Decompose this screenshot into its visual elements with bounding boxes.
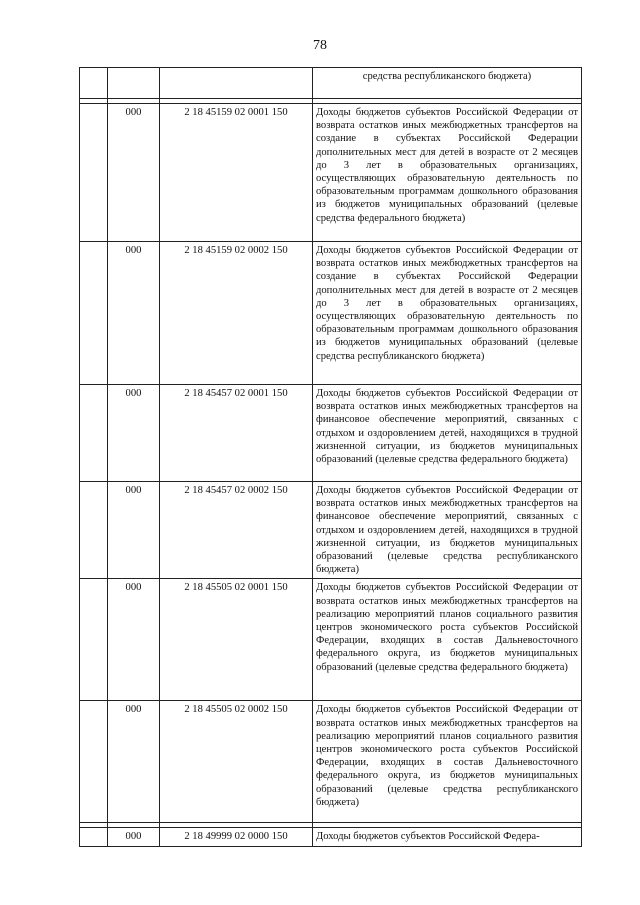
row-marker-cell xyxy=(80,242,108,385)
kbk-code-cell: 2 18 45159 02 0001 150 xyxy=(160,104,313,242)
kbk-code-cell: 2 18 49999 02 0000 150 xyxy=(160,828,313,847)
table-row xyxy=(80,482,582,579)
description-cell: Доходы бюджетов субъектов Российской Федерации от возврата остатков иных межбюджетных трансфертов на создание в субъектах Российской Федерации дополнительных мест для детей в возрасте от 2 месяцев до 3 лет в образовательных организациях, осуществляющих образовательную деятельность по образовательным программам дошкольного образования из бюджетов муниципальных образований (целевые средства федерального бюджета) xyxy=(313,104,582,242)
budget-table xyxy=(79,67,582,847)
row-marker-cell xyxy=(80,68,108,99)
description-cell: Доходы бюджетов субъектов Российской Федерации от возврата остатков иных межбюджетных трансфертов на реализацию мероприятий планов социального развития центров экономического роста субъектов Российской Федерации, входящих в состав Дальневосточного федерального округа, из бюджетов муниципальных образований (целевые средства республиканского бюджета) xyxy=(313,701,582,823)
admin-code-cell: 000 xyxy=(108,242,160,385)
table-row xyxy=(80,242,582,385)
admin-code-cell: 000 xyxy=(108,579,160,701)
kbk-code-cell: 2 18 45457 02 0002 150 xyxy=(160,482,313,579)
table-row xyxy=(80,579,582,701)
row-marker-cell xyxy=(80,104,108,242)
admin-code-cell: 000 xyxy=(108,701,160,823)
admin-code-cell: 000 xyxy=(108,828,160,847)
kbk-code-cell: 2 18 45159 02 0002 150 xyxy=(160,242,313,385)
row-marker-cell xyxy=(80,828,108,847)
kbk-code-cell xyxy=(160,68,313,99)
kbk-code-cell: 2 18 45457 02 0001 150 xyxy=(160,385,313,482)
description-cell: Доходы бюджетов субъектов Российской Федерации от возврата остатков иных межбюджетных трансфертов на финансовое обеспечение мероприятий, связанных с отдыхом и оздоровлением детей, находящихся в трудной жизненной ситуации, из бюджетов муниципальных образований (целевые средства федерального бюджета) xyxy=(313,385,582,482)
row-marker-cell xyxy=(80,482,108,579)
table-row xyxy=(80,828,582,847)
kbk-code-cell: 2 18 45505 02 0001 150 xyxy=(160,579,313,701)
kbk-code-cell: 2 18 45505 02 0002 150 xyxy=(160,701,313,823)
table-row xyxy=(80,701,582,823)
description-cell: средства республиканского бюджета) xyxy=(313,68,582,99)
admin-code-cell: 000 xyxy=(108,104,160,242)
description-cell: Доходы бюджетов субъектов Российской Федерации от возврата остатков иных межбюджетных трансфертов на создание в субъектах Российской Федерации дополнительных мест для детей в возрасте от 2 месяцев до 3 лет в образовательных организациях, осуществляющих образовательную деятельность по образовательным программам дошкольного образования из бюджетов муниципальных образований (целевые средства республиканского бюджета) xyxy=(313,242,582,385)
description-cell: Доходы бюджетов субъектов Российской Федера- xyxy=(313,828,582,847)
row-marker-cell xyxy=(80,701,108,823)
admin-code-cell: 000 xyxy=(108,482,160,579)
row-marker-cell xyxy=(80,385,108,482)
description-cell: Доходы бюджетов субъектов Российской Федерации от возврата остатков иных межбюджетных трансфертов на финансовое обеспечение мероприятий, связанных с отдыхом и оздоровлением детей, находящихся в трудной жизненной ситуации, из бюджетов муниципальных образований (целевые средства республиканского бюджета) xyxy=(313,482,582,579)
description-cell: Доходы бюджетов субъектов Российской Федерации от возврата остатков иных межбюджетных трансфертов на реализацию мероприятий планов социального развития центров экономического роста субъектов Российской Федерации, входящих в состав Дальневосточного федерального округа, из бюджетов муниципальных образований (целевые средства федерального бюджета) xyxy=(313,579,582,701)
admin-code-cell xyxy=(108,68,160,99)
table-row xyxy=(80,104,582,242)
row-marker-cell xyxy=(80,579,108,701)
page-number: 78 xyxy=(313,38,327,53)
table-row xyxy=(80,385,582,482)
table-row xyxy=(80,68,582,99)
admin-code-cell: 000 xyxy=(108,385,160,482)
